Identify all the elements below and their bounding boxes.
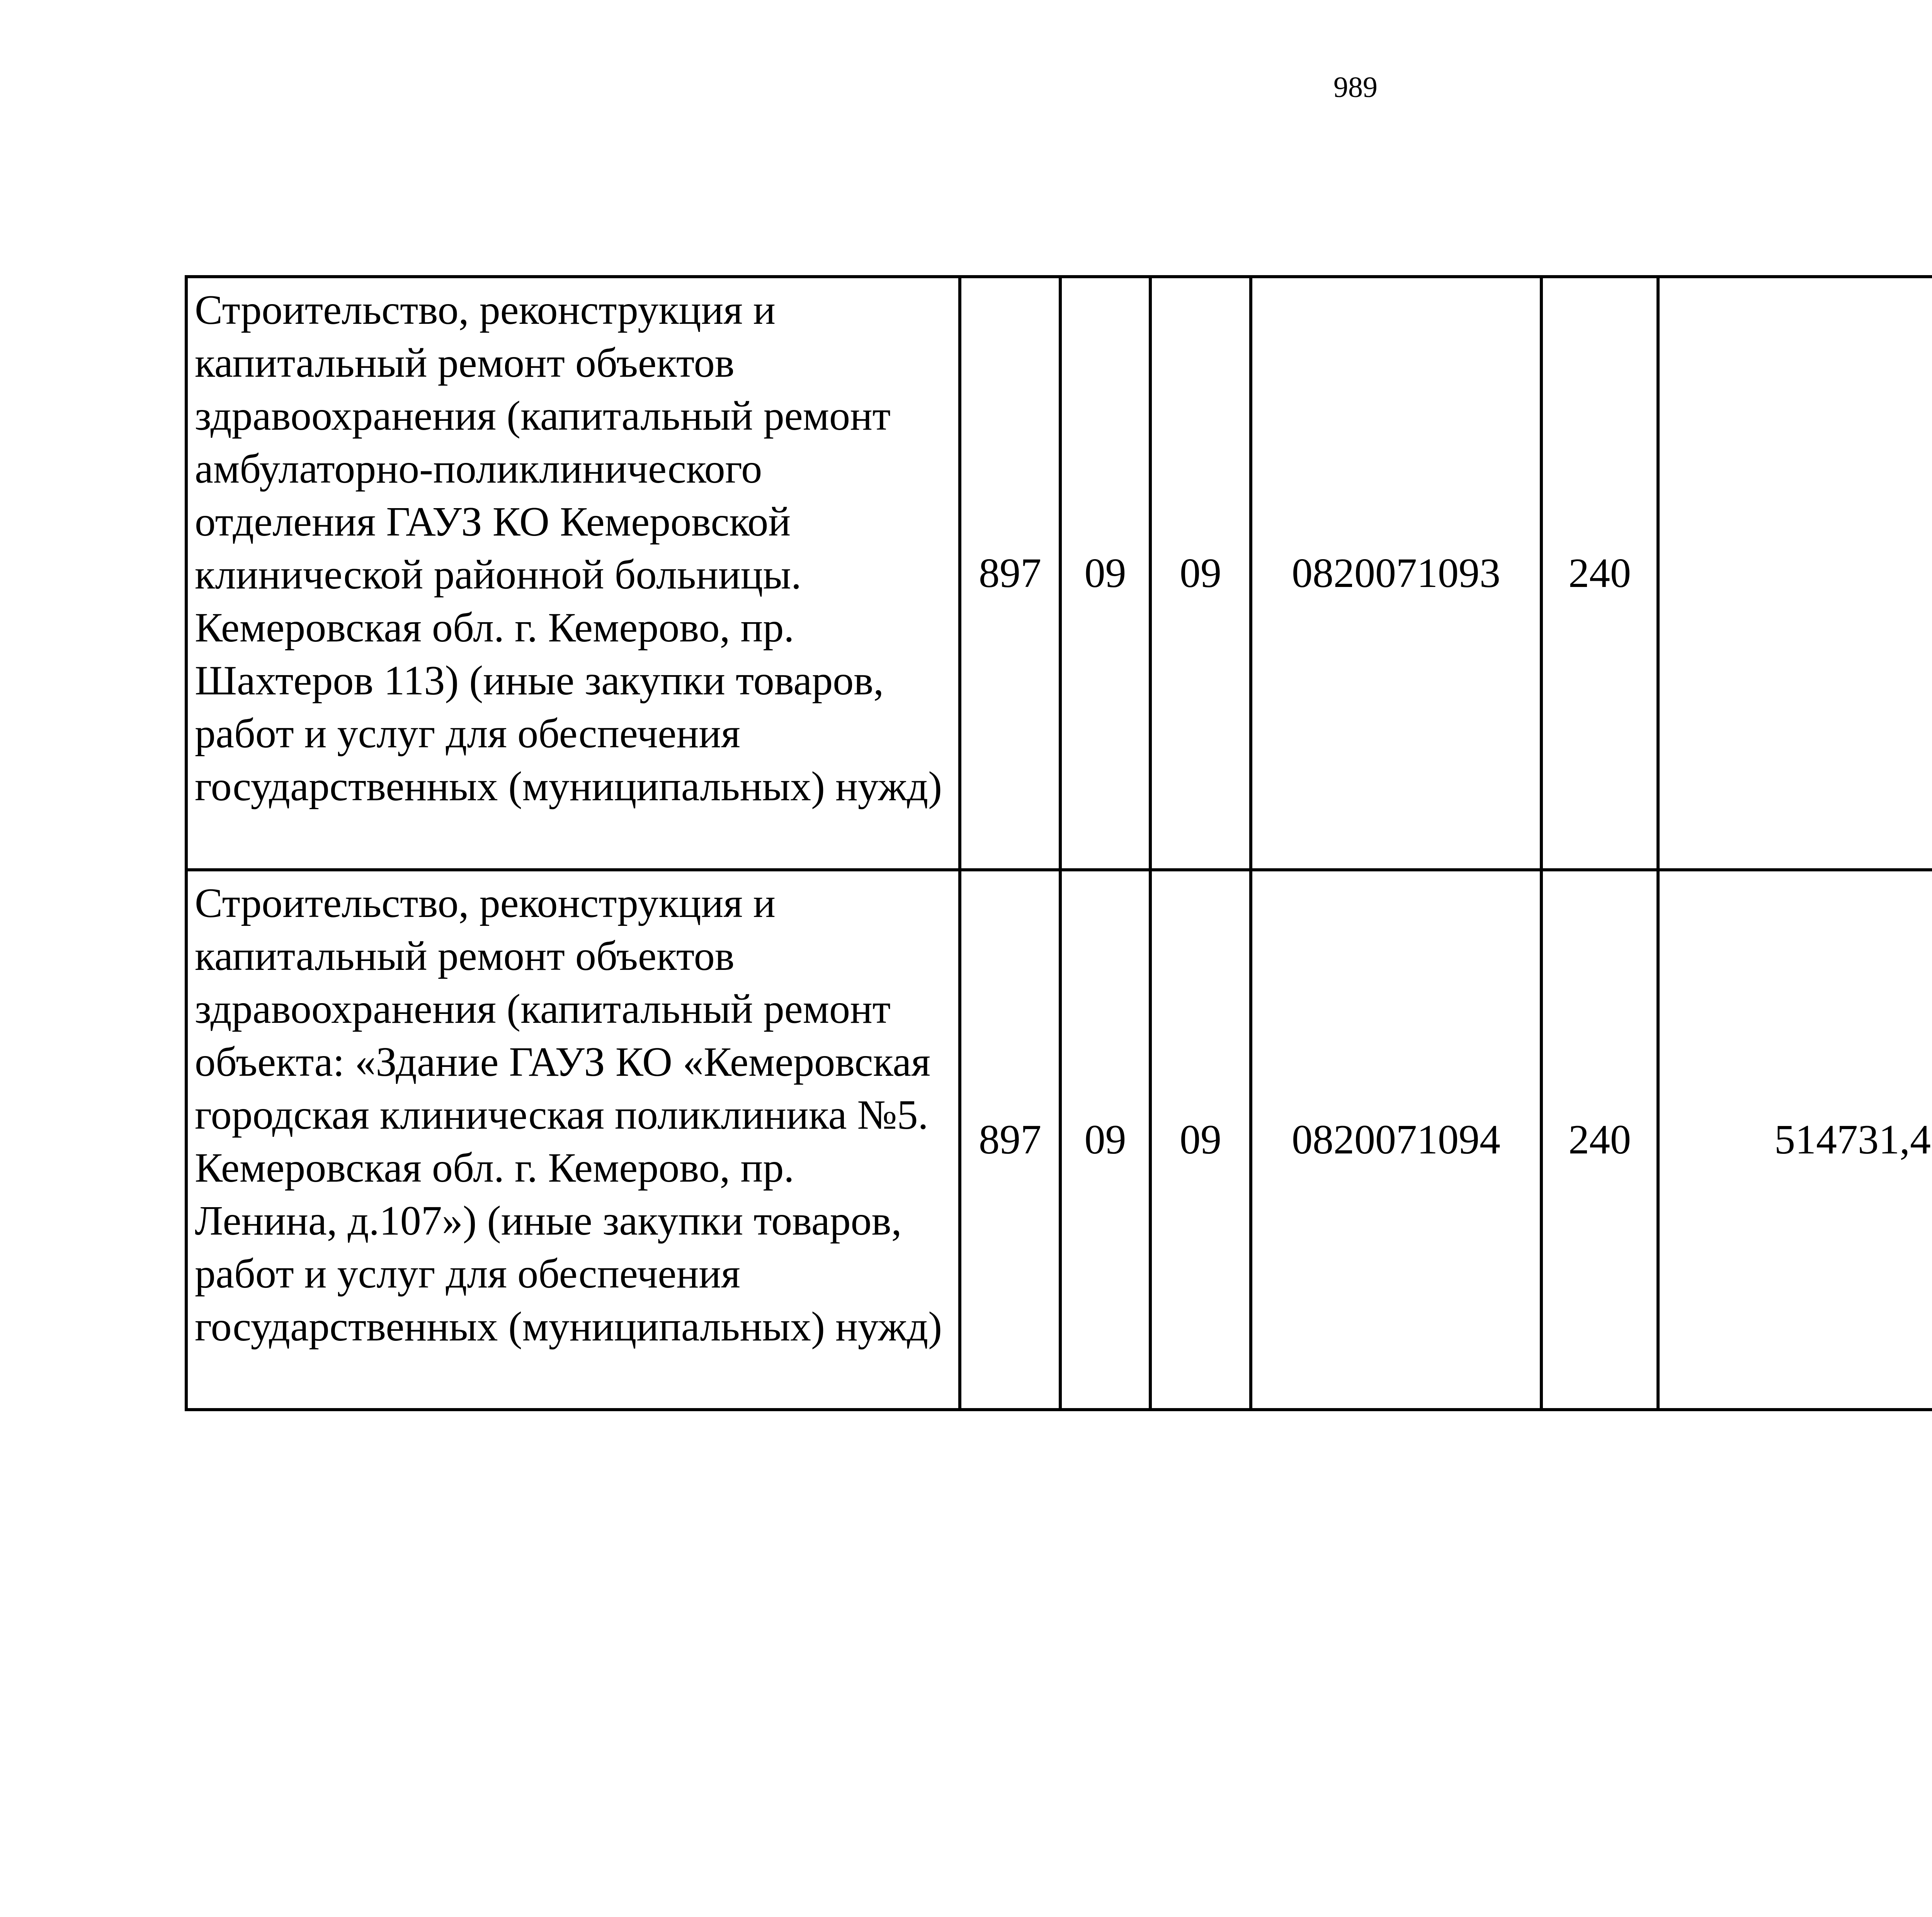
description-line: Строительство, реконструкция и <box>195 287 776 333</box>
description-line: здравоохранения (капитальный ремонт <box>195 986 891 1032</box>
expense-type-cell: 240 <box>1541 870 1658 1410</box>
description-line: Ленина, д.107») (иные закупки товаров, <box>195 1198 902 1244</box>
description-line: амбулаторно-поликлинического <box>195 446 762 492</box>
description-cell <box>186 277 960 870</box>
description-line: отделения ГАУЗ КО Кемеровской <box>195 499 791 545</box>
description-cell <box>186 870 960 1410</box>
description-line: капитальный ремонт объектов <box>195 933 735 979</box>
subsection-code-cell: 09 <box>1150 870 1251 1410</box>
description-line: здравоохранения (капитальный ремонт <box>195 393 891 439</box>
description-line: Кемеровская обл. г. Кемерово, пр. <box>195 605 794 651</box>
target-article-cell: 0820071093 <box>1251 277 1541 870</box>
description-line: капитальный ремонт объектов <box>195 340 735 386</box>
description-line: Кемеровская обл. г. Кемерово, пр. <box>195 1145 794 1191</box>
expense-type-cell: 240 <box>1541 277 1658 870</box>
amount-1-cell <box>1658 277 1932 870</box>
description-line: Строительство, реконструкция и <box>195 880 776 926</box>
description-line: объекта: «Здание ГАУЗ КО «Кемеровская <box>195 1039 930 1085</box>
description-line: городская клиническая поликлиника №5. <box>195 1092 929 1138</box>
description-line: государственных (муниципальных) нужд) <box>195 764 942 810</box>
target-article-cell: 0820071094 <box>1251 870 1541 1410</box>
description-line: работ и услуг для обеспечения <box>195 711 740 757</box>
amount-1-cell: 514731,4 <box>1658 870 1932 1410</box>
subsection-code-cell: 09 <box>1150 277 1251 870</box>
description-line: государственных (муниципальных) нужд) <box>195 1304 942 1350</box>
budget-table <box>185 275 1932 1411</box>
section-code-cell: 09 <box>1060 870 1150 1410</box>
ministry-code-cell: 897 <box>960 277 1060 870</box>
description-line: Шахтеров 113) (иные закупки товаров, <box>195 658 884 704</box>
table-row <box>186 277 1932 870</box>
description-line: клинической районной больницы. <box>195 552 802 598</box>
ministry-code-cell: 897 <box>960 870 1060 1410</box>
table-row <box>186 870 1932 1410</box>
section-code-cell: 09 <box>1060 277 1150 870</box>
description-line: работ и услуг для обеспечения <box>195 1251 740 1297</box>
page-number: 989 <box>1333 71 1378 104</box>
